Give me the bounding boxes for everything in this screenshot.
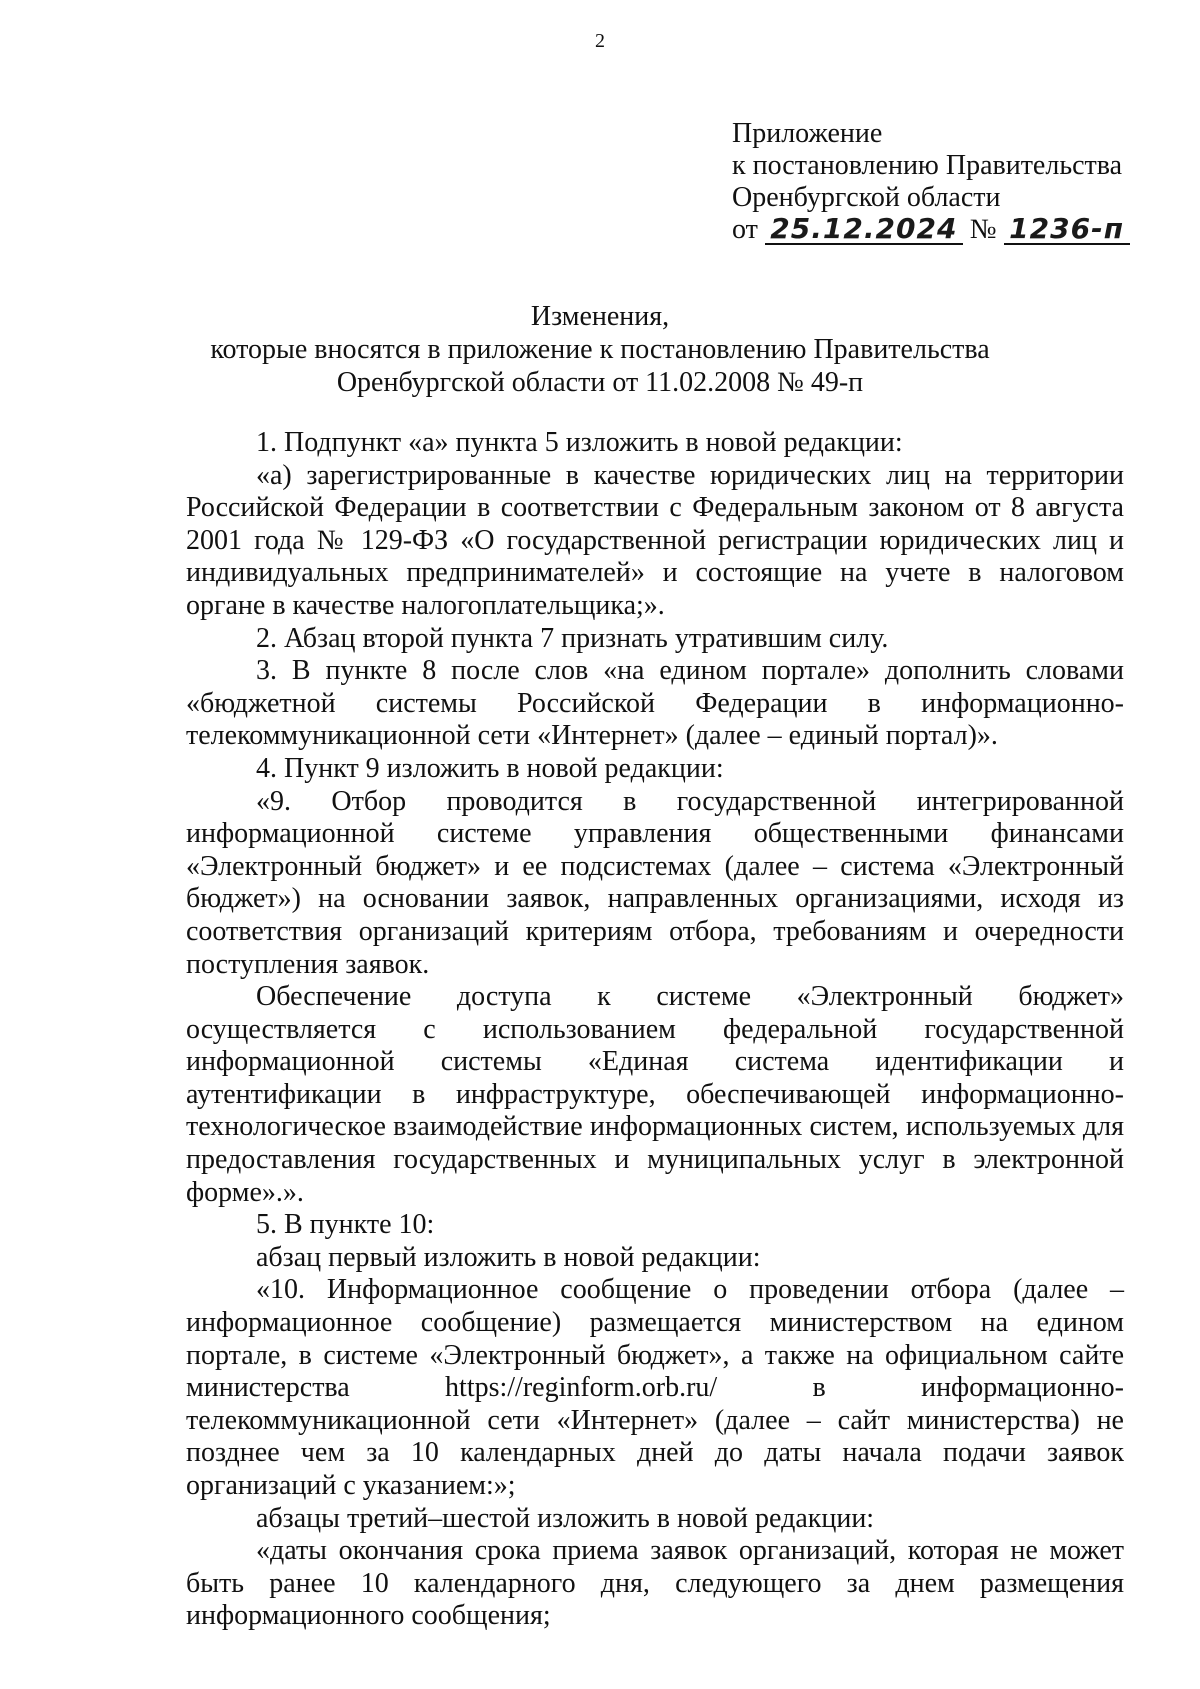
appendix-line-2: к постановлению Правительства <box>732 150 1123 181</box>
title-line-1: Изменения, <box>530 301 670 332</box>
appendix-date-number-line <box>732 214 1130 246</box>
document-title <box>0 300 1200 399</box>
paragraph: 5. В пункте 10: <box>256 1209 435 1241</box>
appendix-header <box>732 118 1130 246</box>
paragraph: абзац первый изложить в новой редакции: <box>256 1241 761 1273</box>
paragraph: абзацы третий–шестой изложить в новой редакции: <box>256 1502 875 1534</box>
appendix-line-1: Приложение <box>732 118 883 149</box>
paragraph: «а) зарегистрированные в качестве юридических лиц на территории Российской Федерации в соответствии с Федеральным законом от 8 августа 2001 года № 129-ФЗ «О государственной регистрации юридических лиц и индивидуальных предпринимателей» и состоящие на учете в налоговом органе в качестве налогоплательщика;». <box>186 459 1124 621</box>
paragraph: Обеспечение доступа к системе «Электронный бюджет» осуществляется с использованием федеральной государственной информационной системы «Единая система идентификации и аутентификации в инфраструктуре, обеспечивающей информационно-технологическое взаимодействие информационных систем, используемых для предоставления государственных и муниципальных услуг в электронной форме».». <box>186 981 1124 1208</box>
appendix-line-3: Оренбургской области <box>732 182 1001 213</box>
document-body <box>186 427 1124 1633</box>
paragraph: «даты окончания срока приема заявок организаций, которая не может быть ранее 10 календарного дня, следующего за днем размещения информационного сообщения; <box>186 1535 1124 1632</box>
paragraph: 4. Пункт 9 изложить в новой редакции: <box>256 752 724 784</box>
paragraph: 2. Абзац второй пункта 7 признать утратившим силу. <box>256 622 889 654</box>
paragraph: «10. Информационное сообщение о проведении отбора (далее – информационное сообщение) размещается министерством на едином портале, в системе «Электронный бюджет», а также на официальном сайте министерства https://reginform.orb.ru/ в информационно-телекоммуникационной сети «Интернет» (далее – сайт министерства) не позднее чем за 10 календарных дней до даты начала подачи заявок организаций с указанием:»; <box>186 1274 1124 1501</box>
title-line-2: которые вносятся в приложение к постановлению Правительства <box>210 334 990 365</box>
title-line-3: Оренбургской области от 11.02.2008 № 49-п <box>336 367 864 398</box>
paragraph: «9. Отбор проводится в государственной интегрированной информационной системе управления общественными финансами «Электронный бюджет» и ее подсистемах (далее – система «Электронный бюджет») на основании заявок, направленных организациями, исходя из соответствия организаций критериям отбора, требованиям и очередности поступления заявок. <box>186 785 1124 980</box>
number-label: № <box>969 214 997 245</box>
from-label: от <box>732 214 758 245</box>
handwritten-number: 1236-п <box>1004 215 1130 245</box>
paragraph: 3. В пункте 8 после слов «на едином портале» дополнить словами «бюджетной системы Российской Федерации в информационно-телекоммуникационной сети «Интернет» (далее – единый портал)». <box>186 655 1124 752</box>
page-number: 2 <box>595 30 605 52</box>
paragraph: 1. Подпункт «а» пункта 5 изложить в новой редакции: <box>256 427 903 458</box>
handwritten-date: 25.12.2024 <box>765 215 963 245</box>
